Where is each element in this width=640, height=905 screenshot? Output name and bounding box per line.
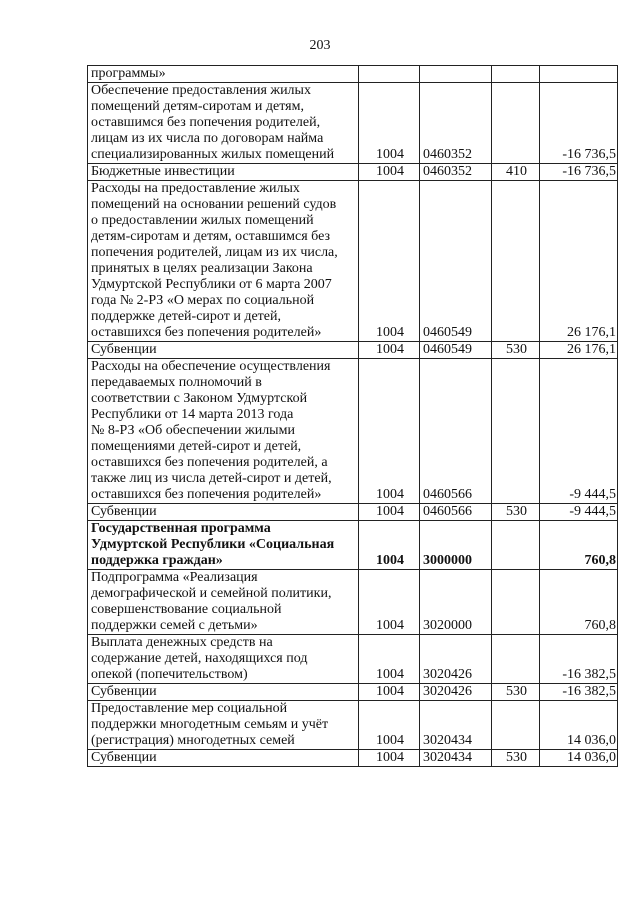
section-code-cell: 1004 (359, 750, 420, 767)
item-name-line: Обеспечение предоставления жилых (91, 83, 311, 98)
budget-table-body (88, 66, 618, 767)
item-name-line: оставшихся без попечения родителей» (91, 487, 322, 502)
target-code-cell: 3020426 (420, 635, 492, 684)
section-code-cell: 1004 (359, 504, 420, 521)
item-name-line: оставшимся без попечения родителей, (91, 115, 321, 130)
section-code-cell: 1004 (359, 83, 420, 164)
item-name-line: детям-сиротам и детям, оставшимся без (91, 229, 330, 244)
target-code-cell: 0460549 (420, 342, 492, 359)
item-name-cell (88, 701, 359, 750)
item-name-cell (88, 359, 359, 504)
target-code-cell: 3020426 (420, 684, 492, 701)
table-row (88, 521, 618, 570)
amount-cell: -9 444,5 (540, 504, 618, 521)
target-code-cell: 3000000 (420, 521, 492, 570)
table-row (88, 701, 618, 750)
item-name-line: Субвенции (91, 342, 157, 357)
item-name-line: помещений детям-сиротам и детям, (91, 99, 304, 114)
section-code-cell: 1004 (359, 181, 420, 342)
expense-type-cell (492, 181, 540, 342)
item-name-line: содержание детей, находящихся под (91, 651, 308, 666)
amount-cell: -9 444,5 (540, 359, 618, 504)
expense-type-cell: 530 (492, 684, 540, 701)
item-name-line: поддержки многодетным семьям и учёт (91, 717, 329, 732)
expense-type-cell (492, 83, 540, 164)
table-row (88, 66, 618, 83)
table-row (88, 750, 618, 767)
target-code-cell: 3020000 (420, 570, 492, 635)
item-name-line: Выплата денежных средств на (91, 635, 273, 650)
amount-cell (540, 66, 618, 83)
section-code-cell: 1004 (359, 570, 420, 635)
expense-type-cell: 530 (492, 504, 540, 521)
amount-cell: -16 736,5 (540, 164, 618, 181)
item-name-cell (88, 66, 359, 83)
section-code-cell: 1004 (359, 164, 420, 181)
target-code-cell: 0460352 (420, 83, 492, 164)
item-name-cell (88, 83, 359, 164)
target-code-cell: 0460352 (420, 164, 492, 181)
table-row (88, 164, 618, 181)
item-name-line: Предоставление мер социальной (91, 701, 288, 716)
item-name-cell (88, 164, 359, 181)
item-name-line: № 8-РЗ «Об обеспечении жилыми (91, 423, 295, 438)
table-row (88, 635, 618, 684)
table-row (88, 181, 618, 342)
table-row (88, 342, 618, 359)
item-name-line: передаваемых полномочий в (91, 375, 262, 390)
section-code-cell: 1004 (359, 521, 420, 570)
item-name-line: о предоставлении жилых помещений (91, 213, 314, 228)
target-code-cell: 3020434 (420, 701, 492, 750)
amount-cell: 26 176,1 (540, 342, 618, 359)
item-name-line: специализированных жилых помещений (91, 147, 335, 162)
amount-cell: 760,8 (540, 570, 618, 635)
item-name-line: принятых в целях реализации Закона (91, 261, 313, 276)
item-name-cell (88, 342, 359, 359)
table-row (88, 83, 618, 164)
target-code-cell: 0460566 (420, 359, 492, 504)
section-code-cell: 1004 (359, 342, 420, 359)
item-name-line: совершенствование социальной (91, 602, 282, 617)
amount-cell: 14 036,0 (540, 750, 618, 767)
amount-cell: -16 736,5 (540, 83, 618, 164)
item-name-line: Республики от 14 марта 2013 года (91, 407, 294, 422)
item-name-line: демографической и семейной политики, (91, 586, 332, 601)
item-name-line: соответствии с Законом Удмуртской (91, 391, 308, 406)
target-code-cell: 3020434 (420, 750, 492, 767)
item-name-line: также лиц из числа детей-сирот и детей, (91, 471, 332, 486)
expense-type-cell (492, 570, 540, 635)
expense-type-cell: 530 (492, 342, 540, 359)
amount-cell: -16 382,5 (540, 635, 618, 684)
item-name-line: оставшихся без попечения родителей, а (91, 455, 328, 470)
item-name-cell (88, 521, 359, 570)
item-name-line: Государственная программа (91, 521, 271, 536)
amount-cell: 14 036,0 (540, 701, 618, 750)
amount-cell: -16 382,5 (540, 684, 618, 701)
item-name-cell (88, 181, 359, 342)
expense-type-cell (492, 521, 540, 570)
table-row (88, 504, 618, 521)
item-name-line: (регистрация) многодетных семей (91, 733, 295, 748)
expense-type-cell (492, 701, 540, 750)
expense-type-cell (492, 635, 540, 684)
item-name-line: Субвенции (91, 684, 157, 699)
section-code-cell: 1004 (359, 684, 420, 701)
table-row (88, 359, 618, 504)
item-name-line: программы» (91, 66, 166, 81)
target-code-cell: 0460549 (420, 181, 492, 342)
page-number: 203 (309, 38, 331, 53)
budget-table (87, 65, 618, 767)
item-name-line: Субвенции (91, 504, 157, 519)
item-name-line: Бюджетные инвестиции (91, 164, 235, 179)
target-code-cell (420, 66, 492, 83)
section-code-cell: 1004 (359, 701, 420, 750)
amount-cell: 26 176,1 (540, 181, 618, 342)
item-name-line: Подпрограмма «Реализация (91, 570, 258, 585)
target-code-cell: 0460566 (420, 504, 492, 521)
item-name-cell (88, 635, 359, 684)
item-name-line: поддержке детей-сирот и детей, (91, 309, 282, 324)
item-name-line: поддержка граждан» (91, 553, 223, 568)
table-row (88, 570, 618, 635)
item-name-line: опекой (попечительством) (91, 667, 248, 682)
item-name-line: Субвенции (91, 750, 157, 765)
item-name-line: помещений на основании решений судов (91, 197, 337, 212)
item-name-line: Удмуртской Республики от 6 марта 2007 (91, 277, 332, 292)
expense-type-cell (492, 359, 540, 504)
expense-type-cell: 410 (492, 164, 540, 181)
item-name-cell (88, 504, 359, 521)
item-name-line: года № 2-РЗ «О мерах по социальной (91, 293, 315, 308)
section-code-cell: 1004 (359, 635, 420, 684)
item-name-cell (88, 570, 359, 635)
item-name-line: Расходы на обеспечение осуществления (91, 359, 331, 374)
section-code-cell: 1004 (359, 359, 420, 504)
item-name-line: поддержки семей с детьми» (91, 618, 258, 633)
amount-cell: 760,8 (540, 521, 618, 570)
item-name-cell (88, 684, 359, 701)
item-name-line: попечения родителей, лицам из их числа, (91, 245, 338, 260)
item-name-line: оставшихся без попечения родителей» (91, 325, 322, 340)
table-row (88, 684, 618, 701)
section-code-cell (359, 66, 420, 83)
item-name-line: помещениями детей-сирот и детей, (91, 439, 302, 454)
item-name-line: Расходы на предоставление жилых (91, 181, 300, 196)
expense-type-cell: 530 (492, 750, 540, 767)
item-name-line: лицам из их числа по договорам найма (91, 131, 324, 146)
item-name-line: Удмуртской Республики «Социальная (91, 537, 335, 552)
item-name-cell (88, 750, 359, 767)
expense-type-cell (492, 66, 540, 83)
